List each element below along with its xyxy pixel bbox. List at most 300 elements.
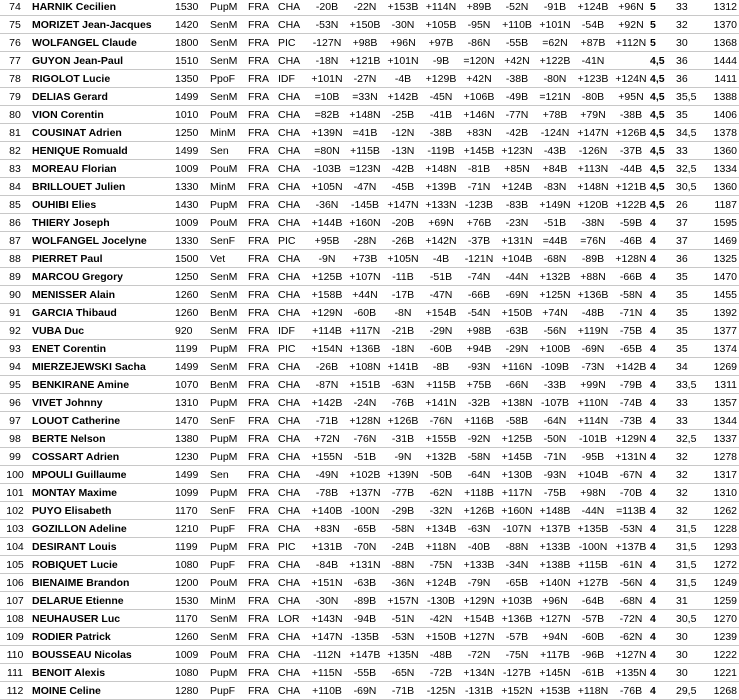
tiebreak-1-cell: 37 [676,214,708,232]
elo-cell: 1200 [175,574,210,592]
round-result-cell: +84B [536,160,574,178]
tiebreak-2-cell: 1470 [708,268,739,286]
player-name-cell: RIGOLOT Lucie [30,70,175,88]
elo-cell: 1260 [175,286,210,304]
round-result-cell: -73B [612,412,650,430]
rank-cell: 84 [0,178,30,196]
category-cell: Sen [210,142,248,160]
points-cell: 4 [650,646,676,664]
round-result-cell: -45B [384,178,422,196]
elo-cell: 1199 [175,340,210,358]
round-result-cell: -18N [308,52,346,70]
round-result-cell: -54B [574,16,612,34]
round-result-cell: -58N [612,286,650,304]
round-result-cell: +141N [422,394,460,412]
tiebreak-2-cell: 1221 [708,664,739,682]
round-result-cell: -72N [612,610,650,628]
league-cell: PIC [278,340,308,358]
round-result-cell: +125N [536,286,574,304]
round-result-cell: -47N [422,286,460,304]
table-row [0,178,739,196]
round-result-cell: +154B [460,610,498,628]
category-cell: BenM [210,376,248,394]
elo-cell: 1080 [175,664,210,682]
tiebreak-1-cell: 31,5 [676,574,708,592]
round-result-cell: =62N [536,34,574,52]
rank-cell: 97 [0,412,30,430]
round-result-cell: +147B [346,646,384,664]
elo-cell: 1350 [175,70,210,88]
table-row [0,106,739,124]
round-result-cell: +143N [308,610,346,628]
player-name-cell: VUBA Duc [30,322,175,340]
player-name-cell: MOREAU Florian [30,160,175,178]
round-result-cell: +94B [460,340,498,358]
round-result-cell: +73B [346,250,384,268]
federation-cell: FRA [248,448,278,466]
round-result-cell: -51B [536,214,574,232]
round-result-cell: -71N [460,178,498,196]
round-result-cell: +44N [346,286,384,304]
federation-cell: FRA [248,196,278,214]
tiebreak-2-cell: 1360 [708,178,739,196]
round-result-cell: -57B [574,610,612,628]
table-row [0,214,739,232]
round-result-cell: +117N [498,484,536,502]
rank-cell: 110 [0,646,30,664]
tiebreak-2-cell: 1228 [708,520,739,538]
player-name-cell: DELARUE Etienne [30,592,175,610]
table-row [0,340,739,358]
federation-cell: FRA [248,88,278,106]
player-name-cell: LOUOT Catherine [30,412,175,430]
tiebreak-1-cell: 30 [676,34,708,52]
round-result-cell: -66B [460,286,498,304]
round-result-cell: -58B [498,412,536,430]
round-result-cell: +42N [460,70,498,88]
tiebreak-1-cell: 33 [676,142,708,160]
federation-cell: FRA [248,178,278,196]
round-result-cell: +130B [498,466,536,484]
player-name-cell: GARCIA Thibaud [30,304,175,322]
round-result-cell: +122B [612,196,650,214]
rank-cell: 88 [0,250,30,268]
league-cell: CHA [278,592,308,610]
round-result-cell: -64N [460,466,498,484]
round-result-cell: =120N [460,52,498,70]
elo-cell: 1420 [175,16,210,34]
tiebreak-2-cell: 1368 [708,34,739,52]
round-result-cell: +129B [422,70,460,88]
round-result-cell: -73N [574,358,612,376]
round-result-cell: -71N [536,448,574,466]
round-result-cell: -79N [460,574,498,592]
table-row [0,142,739,160]
rank-cell: 102 [0,502,30,520]
rank-cell: 85 [0,196,30,214]
round-result-cell: -121N [460,250,498,268]
tiebreak-2-cell: 1595 [708,214,739,232]
player-name-cell: MORIZET Jean-Jacques [30,16,175,34]
round-result-cell: -81B [460,160,498,178]
tiebreak-1-cell: 34 [676,358,708,376]
category-cell: SenM [210,628,248,646]
player-name-cell: MARCOU Gregory [30,268,175,286]
table-row [0,16,739,34]
round-result-cell: +144B [308,214,346,232]
points-cell: 4,5 [650,88,676,106]
round-result-cell: -9N [384,448,422,466]
tiebreak-2-cell: 1259 [708,592,739,610]
league-cell: CHA [278,214,308,232]
round-result-cell: +104B [498,250,536,268]
federation-cell: FRA [248,574,278,592]
tiebreak-1-cell: 32 [676,502,708,520]
round-result-cell: -38B [422,124,460,142]
round-result-cell: -25B [384,106,422,124]
round-result-cell: -8B [422,358,460,376]
points-cell: 4 [650,232,676,250]
league-cell: LOR [278,610,308,628]
round-result-cell: -24N [346,394,384,412]
round-result-cell: -93N [536,466,574,484]
round-result-cell: +101N [308,70,346,88]
round-result-cell: +139N [308,124,346,142]
player-name-cell: BENKIRANE Amine [30,376,175,394]
elo-cell: 920 [175,322,210,340]
round-result-cell: +151N [308,574,346,592]
round-result-cell: +96N [612,0,650,16]
points-cell: 4 [650,556,676,574]
tiebreak-2-cell: 1239 [708,628,739,646]
round-result-cell: -76B [612,682,650,700]
elo-cell: 1330 [175,178,210,196]
league-cell: CHA [278,0,308,16]
round-result-cell: -61B [574,664,612,682]
player-name-cell: BOUSSEAU Nicolas [30,646,175,664]
round-result-cell: -71B [384,682,422,700]
table-row [0,358,739,376]
player-name-cell: THIERY Joseph [30,214,175,232]
table-row [0,196,739,214]
round-result-cell: +89B [460,0,498,16]
round-result-cell: -64N [536,412,574,430]
round-result-cell: +145B [498,448,536,466]
points-cell: 4 [650,592,676,610]
round-result-cell: -30N [308,592,346,610]
round-result-cell: -30N [384,16,422,34]
federation-cell: FRA [248,646,278,664]
table-row [0,556,739,574]
round-result-cell: -45N [422,88,460,106]
rank-cell: 98 [0,430,30,448]
rank-cell: 103 [0,520,30,538]
round-result-cell: +101N [536,16,574,34]
round-result-cell: =41B [346,124,384,142]
elo-cell: 1199 [175,538,210,556]
tiebreak-1-cell: 35 [676,304,708,322]
federation-cell: FRA [248,52,278,70]
points-cell: 4,5 [650,52,676,70]
round-result-cell: +98B [346,34,384,52]
category-cell: PupF [210,682,248,700]
tiebreak-2-cell: 1268 [708,682,739,700]
points-cell: 4,5 [650,106,676,124]
rank-cell: 81 [0,124,30,142]
rank-cell: 90 [0,286,30,304]
player-name-cell: WOLFANGEL Claude [30,34,175,52]
category-cell: PupM [210,430,248,448]
round-result-cell: +142N [422,232,460,250]
elo-cell: 1080 [175,556,210,574]
round-result-cell: +145N [536,664,574,682]
points-cell: 4 [650,448,676,466]
round-result-cell: -80N [536,70,574,88]
federation-cell: FRA [248,412,278,430]
league-cell: CHA [278,448,308,466]
category-cell: SenM [210,610,248,628]
round-result-cell: +126B [612,124,650,142]
tiebreak-2-cell: 1222 [708,646,739,664]
round-result-cell: -107B [536,394,574,412]
tiebreak-2-cell: 1187 [708,196,739,214]
round-result-cell: -83N [536,178,574,196]
round-result-cell: -63N [384,376,422,394]
round-result-cell: -9N [308,250,346,268]
round-result-cell: =121N [536,88,574,106]
player-name-cell: COUSINAT Adrien [30,124,175,142]
rank-cell: 83 [0,160,30,178]
table-row [0,52,739,70]
tiebreak-2-cell: 1312 [708,0,739,16]
league-cell: CHA [278,88,308,106]
round-result-cell: -67N [612,466,650,484]
round-result-cell: +140B [308,502,346,520]
round-result-cell: -91B [536,0,574,16]
tiebreak-1-cell: 32 [676,484,708,502]
points-cell: 4,5 [650,70,676,88]
round-result-cell: +126B [384,412,422,430]
round-result-cell: +124N [612,70,650,88]
points-cell: 4 [650,628,676,646]
player-name-cell: DESIRANT Louis [30,538,175,556]
rank-cell: 77 [0,52,30,70]
elo-cell: 1510 [175,52,210,70]
round-result-cell: +103B [498,592,536,610]
points-cell: 5 [650,34,676,52]
round-result-cell: -124N [536,124,574,142]
table-row [0,430,739,448]
round-result-cell: -71B [308,412,346,430]
round-result-cell: -57B [498,628,536,646]
category-cell: Sen [210,466,248,484]
round-result-cell: +87B [574,34,612,52]
round-result-cell: -31B [384,430,422,448]
points-cell: 4 [650,574,676,592]
league-cell: CHA [278,556,308,574]
player-name-cell: NEUHAUSER Luc [30,610,175,628]
category-cell: SenF [210,232,248,250]
rank-cell: 89 [0,268,30,286]
tiebreak-1-cell: 32 [676,466,708,484]
table-row [0,412,739,430]
league-cell: CHA [278,484,308,502]
elo-cell: 1530 [175,0,210,16]
tiebreak-2-cell: 1262 [708,502,739,520]
round-result-cell: -65B [346,520,384,538]
tiebreak-2-cell: 1270 [708,610,739,628]
round-result-cell: +137B [536,520,574,538]
player-name-cell: MIERZEJEWSKI Sacha [30,358,175,376]
round-result-cell: -51B [422,268,460,286]
round-result-cell: +125B [498,430,536,448]
round-result-cell: -65B [498,574,536,592]
round-result-cell: +134B [422,520,460,538]
round-result-cell: -75B [536,484,574,502]
round-result-cell: -131B [460,682,498,700]
federation-cell: FRA [248,268,278,286]
player-name-cell: PUYO Elisabeth [30,502,175,520]
round-result-cell: +118N [422,538,460,556]
tiebreak-1-cell: 34,5 [676,124,708,142]
round-result-cell: +128N [612,250,650,268]
league-cell: IDF [278,322,308,340]
round-result-cell: +146N [460,106,498,124]
round-result-cell: +69N [422,214,460,232]
category-cell: Vet [210,250,248,268]
tiebreak-1-cell: 29,5 [676,682,708,700]
round-result-cell: -72N [460,646,498,664]
points-cell: 4 [650,430,676,448]
player-name-cell: GOZILLON Adeline [30,520,175,538]
league-cell: CHA [278,412,308,430]
category-cell: PupF [210,556,248,574]
federation-cell: FRA [248,682,278,700]
tiebreak-2-cell: 1411 [708,70,739,88]
round-result-cell: -4B [384,70,422,88]
round-result-cell: +110N [574,394,612,412]
round-result-cell: -53N [308,16,346,34]
round-result-cell: -44N [574,502,612,520]
table-row [0,466,739,484]
tiebreak-1-cell: 30,5 [676,178,708,196]
round-result-cell: -55B [346,664,384,682]
tiebreak-1-cell: 35 [676,322,708,340]
round-result-cell: -36N [308,196,346,214]
federation-cell: FRA [248,556,278,574]
player-name-cell: MENISSER Alain [30,286,175,304]
federation-cell: FRA [248,538,278,556]
round-result-cell: +95B [308,232,346,250]
league-cell: PIC [278,34,308,52]
round-result-cell: +147N [308,628,346,646]
round-result-cell: +121B [346,52,384,70]
round-result-cell: -50N [536,430,574,448]
round-result-cell: -65N [384,664,422,682]
round-result-cell: -56N [536,322,574,340]
round-result-cell: -52N [498,0,536,16]
round-result-cell: +104B [574,466,612,484]
round-result-cell: -29B [384,502,422,520]
player-name-cell: ENET Corentin [30,340,175,358]
category-cell: SenM [210,34,248,52]
round-result-cell: +92N [612,16,650,34]
round-result-cell: +131N [498,232,536,250]
round-result-cell: -58N [384,520,422,538]
round-result-cell: +132B [422,448,460,466]
table-row [0,520,739,538]
tiebreak-1-cell: 31,5 [676,556,708,574]
round-result-cell: =33N [346,88,384,106]
round-result-cell: -9B [422,52,460,70]
round-result-cell: +129N [308,304,346,322]
federation-cell: FRA [248,16,278,34]
category-cell: PupM [210,196,248,214]
table-row [0,88,739,106]
points-cell: 4 [650,286,676,304]
round-result-cell: =123N [346,160,384,178]
tiebreak-2-cell: 1360 [708,142,739,160]
round-result-cell: +147N [574,124,612,142]
tiebreak-1-cell: 30 [676,646,708,664]
round-result-cell: -13N [384,142,422,160]
rank-cell: 82 [0,142,30,160]
round-result-cell: -8N [384,304,422,322]
tiebreak-2-cell: 1344 [708,412,739,430]
league-cell: CHA [278,196,308,214]
round-result-cell: +117N [346,322,384,340]
rank-cell: 112 [0,682,30,700]
round-result-cell: +131B [308,538,346,556]
round-result-cell: -66B [612,268,650,286]
round-result-cell: +127N [460,628,498,646]
round-result-cell: +141B [384,358,422,376]
tiebreak-2-cell: 1406 [708,106,739,124]
federation-cell: FRA [248,160,278,178]
player-name-cell: WOLFANGEL Jocelyne [30,232,175,250]
round-result-cell: -44N [498,268,536,286]
tiebreak-1-cell: 32,5 [676,430,708,448]
elo-cell: 1500 [175,250,210,268]
table-row [0,628,739,646]
tiebreak-1-cell: 31,5 [676,520,708,538]
federation-cell: FRA [248,610,278,628]
federation-cell: FRA [248,592,278,610]
round-result-cell: +121B [612,178,650,196]
league-cell: CHA [278,142,308,160]
elo-cell: 1499 [175,466,210,484]
round-result-cell: +75B [460,376,498,394]
round-result-cell: +116N [498,358,536,376]
points-cell: 4,5 [650,178,676,196]
category-cell: PouM [210,574,248,592]
points-cell: 4 [650,250,676,268]
round-result-cell: +151B [346,376,384,394]
round-result-cell: =80N [308,142,346,160]
round-result-cell: +133B [536,538,574,556]
round-result-cell: +154N [308,340,346,358]
tiebreak-1-cell: 37 [676,232,708,250]
round-result-cell: -76B [384,394,422,412]
rank-cell: 100 [0,466,30,484]
federation-cell: FRA [248,394,278,412]
elo-cell: 1470 [175,412,210,430]
category-cell: SenM [210,268,248,286]
round-result-cell: +115B [574,556,612,574]
federation-cell: FRA [248,124,278,142]
league-cell: CHA [278,250,308,268]
round-result-cell: -69N [574,340,612,358]
